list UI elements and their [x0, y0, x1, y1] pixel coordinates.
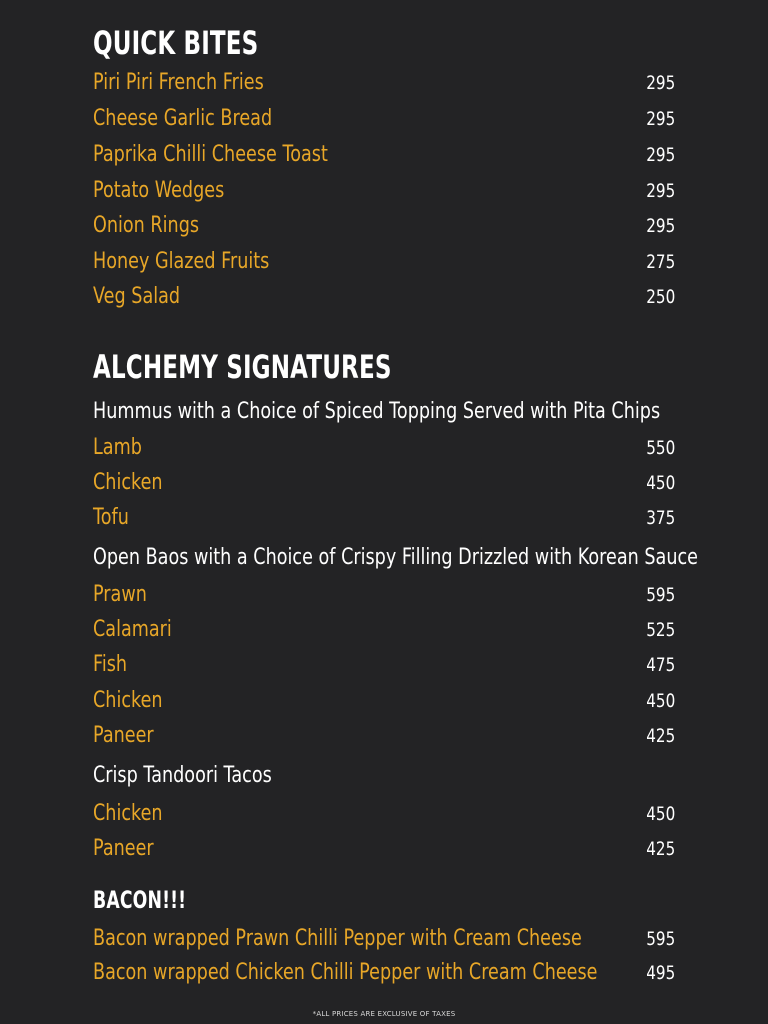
menu-item — [93, 68, 675, 98]
item-name: Paneer — [93, 723, 154, 748]
item-price: 295 — [645, 215, 675, 237]
item-name: Paprika Chilli Cheese Toast — [93, 142, 328, 167]
menu-item — [93, 282, 675, 312]
item-price: 295 — [645, 180, 675, 202]
item-price: 595 — [645, 584, 675, 606]
menu-page — [93, 0, 698, 1024]
item-price: 495 — [645, 962, 675, 984]
section-title-bacon: BACON!!! — [93, 886, 187, 914]
item-name: Paneer — [93, 836, 154, 861]
item-name: Fish — [93, 652, 128, 677]
item-price: 250 — [645, 286, 675, 308]
item-price: 295 — [645, 144, 675, 166]
menu-item — [93, 176, 675, 206]
group-heading-tandoori-tacos: Crisp Tandoori Tacos — [93, 763, 272, 788]
menu-item — [93, 580, 675, 610]
item-name: Piri Piri French Fries — [93, 70, 264, 95]
item-price: 375 — [645, 507, 675, 529]
item-price: 450 — [645, 690, 675, 712]
item-name: Chicken — [93, 801, 163, 826]
item-price: 595 — [645, 928, 675, 950]
item-price: 425 — [645, 725, 675, 747]
group-heading-open-baos: Open Baos with a Choice of Crispy Filling Drizzled with Korean Sauce — [93, 545, 698, 570]
item-price: 275 — [645, 251, 675, 273]
menu-item — [93, 615, 675, 645]
item-price: 550 — [645, 437, 675, 459]
menu-item — [93, 104, 675, 134]
item-name: Cheese Garlic Bread — [93, 106, 273, 131]
menu-item — [93, 958, 675, 988]
menu-item — [93, 834, 675, 864]
menu-item — [93, 924, 675, 954]
item-price: 425 — [645, 838, 675, 860]
item-price: 295 — [645, 108, 675, 130]
item-name: Onion Rings — [93, 213, 200, 238]
menu-item — [93, 721, 675, 751]
menu-item — [93, 686, 675, 716]
menu-item — [93, 468, 675, 498]
item-name: Bacon wrapped Prawn Chilli Pepper with Cream Cheese — [93, 926, 582, 951]
section-title-alchemy-signatures: ALCHEMY SIGNATURES — [93, 348, 392, 386]
menu-item — [93, 433, 675, 463]
item-name: Potato Wedges — [93, 178, 225, 203]
item-name: Bacon wrapped Chicken Chilli Pepper with Cream Cheese — [93, 960, 598, 985]
item-name: Honey Glazed Fruits — [93, 249, 270, 274]
menu-item — [93, 650, 675, 680]
section-title-quick-bites: QUICK BITES — [93, 24, 259, 62]
item-name: Lamb — [93, 435, 142, 460]
menu-item — [93, 799, 675, 829]
item-price: 295 — [645, 72, 675, 94]
item-name: Chicken — [93, 688, 163, 713]
item-price: 450 — [645, 803, 675, 825]
item-name: Tofu — [93, 505, 129, 530]
item-name: Chicken — [93, 470, 163, 495]
item-name: Veg Salad — [93, 284, 181, 309]
item-name: Prawn — [93, 582, 147, 607]
menu-item — [93, 247, 675, 277]
item-price: 450 — [645, 472, 675, 494]
tax-footnote: *ALL PRICES ARE EXCLUSIVE OF TAXES — [312, 1010, 456, 1018]
group-heading-hummus: Hummus with a Choice of Spiced Topping Served with Pita Chips — [93, 399, 661, 424]
menu-item — [93, 211, 675, 241]
item-name: Calamari — [93, 617, 172, 642]
menu-item — [93, 140, 675, 170]
item-price: 475 — [645, 654, 675, 676]
item-price: 525 — [645, 619, 675, 641]
menu-item — [93, 503, 675, 533]
